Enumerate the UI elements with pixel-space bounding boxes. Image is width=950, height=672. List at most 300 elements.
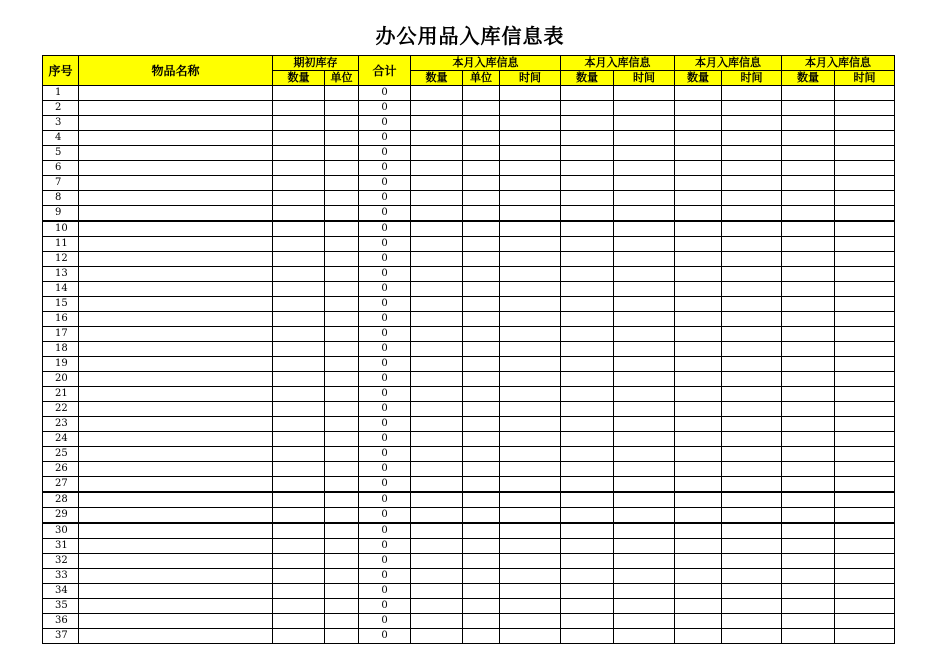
cell-value[interactable] [273, 523, 325, 539]
cell-value[interactable] [411, 176, 463, 191]
cell-value[interactable] [614, 237, 675, 252]
cell-value[interactable] [273, 357, 325, 372]
cell-value[interactable] [561, 252, 614, 267]
cell-value[interactable] [325, 372, 359, 387]
cell-value[interactable] [411, 342, 463, 357]
cell-value[interactable] [411, 282, 463, 297]
cell-item-name[interactable] [79, 237, 273, 252]
cell-value[interactable] [500, 312, 561, 327]
cell-value[interactable] [722, 447, 782, 462]
cell-value[interactable] [782, 629, 835, 644]
cell-value[interactable] [561, 417, 614, 432]
cell-value[interactable] [561, 584, 614, 599]
cell-value[interactable] [675, 237, 722, 252]
cell-value[interactable] [675, 477, 722, 493]
cell-item-name[interactable] [79, 116, 273, 131]
cell-value[interactable] [675, 101, 722, 116]
cell-value[interactable] [463, 508, 500, 524]
cell-value[interactable] [722, 584, 782, 599]
cell-value[interactable] [273, 131, 325, 146]
cell-value[interactable] [675, 206, 722, 222]
cell-value[interactable] [561, 523, 614, 539]
cell-value[interactable] [835, 357, 895, 372]
cell-value[interactable] [675, 492, 722, 508]
cell-value[interactable] [614, 432, 675, 447]
cell-value[interactable] [561, 282, 614, 297]
cell-value[interactable] [614, 191, 675, 206]
cell-value[interactable] [463, 372, 500, 387]
cell-value[interactable] [675, 161, 722, 176]
cell-value[interactable] [500, 569, 561, 584]
cell-value[interactable] [273, 554, 325, 569]
cell-value[interactable] [835, 101, 895, 116]
cell-value[interactable] [325, 282, 359, 297]
cell-value[interactable] [463, 282, 500, 297]
cell-value[interactable] [675, 267, 722, 282]
cell-value[interactable] [411, 554, 463, 569]
cell-value[interactable] [614, 477, 675, 493]
cell-value[interactable] [561, 297, 614, 312]
cell-value[interactable] [675, 221, 722, 237]
cell-value[interactable] [835, 492, 895, 508]
cell-value[interactable] [500, 629, 561, 644]
cell-value[interactable] [411, 146, 463, 161]
cell-value[interactable] [561, 387, 614, 402]
cell-value[interactable] [614, 101, 675, 116]
cell-value[interactable] [500, 462, 561, 477]
cell-value[interactable] [561, 237, 614, 252]
cell-value[interactable] [273, 387, 325, 402]
cell-value[interactable] [500, 297, 561, 312]
cell-value[interactable] [463, 462, 500, 477]
cell-value[interactable] [561, 357, 614, 372]
cell-value[interactable] [500, 523, 561, 539]
cell-value[interactable] [463, 569, 500, 584]
cell-item-name[interactable] [79, 614, 273, 629]
cell-value[interactable] [675, 176, 722, 191]
cell-value[interactable] [411, 629, 463, 644]
cell-item-name[interactable] [79, 492, 273, 508]
cell-value[interactable] [500, 508, 561, 524]
cell-value[interactable] [325, 523, 359, 539]
cell-value[interactable] [675, 508, 722, 524]
cell-value[interactable] [782, 282, 835, 297]
cell-value[interactable] [463, 146, 500, 161]
cell-value[interactable] [722, 86, 782, 101]
cell-value[interactable] [614, 539, 675, 554]
cell-value[interactable] [411, 599, 463, 614]
cell-value[interactable] [835, 282, 895, 297]
cell-value[interactable] [325, 447, 359, 462]
cell-value[interactable] [722, 387, 782, 402]
cell-value[interactable] [614, 282, 675, 297]
cell-value[interactable] [835, 614, 895, 629]
cell-value[interactable] [561, 614, 614, 629]
cell-value[interactable] [782, 387, 835, 402]
cell-value[interactable] [675, 614, 722, 629]
cell-value[interactable] [273, 206, 325, 222]
cell-value[interactable] [273, 327, 325, 342]
cell-value[interactable] [722, 252, 782, 267]
cell-value[interactable] [561, 342, 614, 357]
cell-value[interactable] [500, 131, 561, 146]
cell-item-name[interactable] [79, 508, 273, 524]
cell-value[interactable] [614, 508, 675, 524]
cell-value[interactable] [411, 297, 463, 312]
cell-value[interactable] [325, 206, 359, 222]
cell-value[interactable] [273, 146, 325, 161]
cell-value[interactable] [411, 462, 463, 477]
cell-value[interactable] [835, 539, 895, 554]
cell-value[interactable] [273, 297, 325, 312]
cell-value[interactable] [675, 357, 722, 372]
cell-value[interactable] [500, 432, 561, 447]
cell-item-name[interactable] [79, 569, 273, 584]
cell-value[interactable] [273, 101, 325, 116]
cell-value[interactable] [411, 432, 463, 447]
cell-value[interactable] [722, 539, 782, 554]
cell-value[interactable] [463, 131, 500, 146]
cell-item-name[interactable] [79, 101, 273, 116]
cell-value[interactable] [325, 492, 359, 508]
cell-value[interactable] [500, 221, 561, 237]
cell-value[interactable] [835, 629, 895, 644]
cell-value[interactable] [614, 327, 675, 342]
cell-value[interactable] [500, 86, 561, 101]
cell-value[interactable] [273, 569, 325, 584]
cell-value[interactable] [411, 584, 463, 599]
cell-value[interactable] [722, 432, 782, 447]
cell-value[interactable] [614, 599, 675, 614]
cell-value[interactable] [782, 402, 835, 417]
cell-value[interactable] [463, 101, 500, 116]
cell-value[interactable] [463, 614, 500, 629]
cell-value[interactable] [561, 101, 614, 116]
cell-value[interactable] [273, 282, 325, 297]
cell-item-name[interactable] [79, 206, 273, 222]
cell-value[interactable] [675, 447, 722, 462]
cell-value[interactable] [835, 206, 895, 222]
cell-value[interactable] [325, 342, 359, 357]
cell-value[interactable] [614, 252, 675, 267]
cell-value[interactable] [325, 387, 359, 402]
cell-value[interactable] [273, 237, 325, 252]
cell-value[interactable] [782, 599, 835, 614]
cell-value[interactable] [463, 267, 500, 282]
cell-value[interactable] [500, 554, 561, 569]
cell-item-name[interactable] [79, 267, 273, 282]
cell-value[interactable] [835, 599, 895, 614]
cell-value[interactable] [561, 462, 614, 477]
cell-value[interactable] [835, 372, 895, 387]
cell-value[interactable] [325, 402, 359, 417]
cell-value[interactable] [325, 417, 359, 432]
cell-value[interactable] [463, 599, 500, 614]
cell-value[interactable] [411, 86, 463, 101]
cell-value[interactable] [614, 297, 675, 312]
cell-value[interactable] [411, 508, 463, 524]
cell-value[interactable] [614, 267, 675, 282]
cell-item-name[interactable] [79, 176, 273, 191]
cell-item-name[interactable] [79, 86, 273, 101]
cell-value[interactable] [561, 599, 614, 614]
cell-item-name[interactable] [79, 523, 273, 539]
cell-value[interactable] [500, 599, 561, 614]
cell-value[interactable] [561, 629, 614, 644]
cell-value[interactable] [675, 462, 722, 477]
cell-value[interactable] [835, 432, 895, 447]
cell-value[interactable] [722, 267, 782, 282]
cell-value[interactable] [722, 629, 782, 644]
cell-value[interactable] [782, 221, 835, 237]
cell-value[interactable] [675, 387, 722, 402]
cell-value[interactable] [614, 176, 675, 191]
cell-value[interactable] [835, 312, 895, 327]
cell-value[interactable] [675, 569, 722, 584]
cell-value[interactable] [325, 101, 359, 116]
cell-value[interactable] [675, 146, 722, 161]
cell-value[interactable] [561, 327, 614, 342]
cell-value[interactable] [411, 492, 463, 508]
cell-value[interactable] [614, 614, 675, 629]
cell-item-name[interactable] [79, 297, 273, 312]
cell-value[interactable] [835, 462, 895, 477]
cell-value[interactable] [500, 282, 561, 297]
cell-value[interactable] [614, 357, 675, 372]
cell-item-name[interactable] [79, 342, 273, 357]
cell-value[interactable] [782, 237, 835, 252]
cell-value[interactable] [614, 342, 675, 357]
cell-value[interactable] [463, 417, 500, 432]
cell-value[interactable] [782, 191, 835, 206]
cell-value[interactable] [463, 523, 500, 539]
cell-item-name[interactable] [79, 462, 273, 477]
cell-value[interactable] [835, 176, 895, 191]
cell-value[interactable] [782, 492, 835, 508]
cell-value[interactable] [835, 131, 895, 146]
cell-value[interactable] [835, 237, 895, 252]
cell-value[interactable] [325, 297, 359, 312]
cell-value[interactable] [722, 176, 782, 191]
cell-value[interactable] [273, 191, 325, 206]
cell-value[interactable] [273, 221, 325, 237]
cell-value[interactable] [500, 342, 561, 357]
cell-value[interactable] [463, 387, 500, 402]
cell-value[interactable] [325, 237, 359, 252]
cell-value[interactable] [782, 357, 835, 372]
cell-value[interactable] [675, 191, 722, 206]
cell-value[interactable] [411, 387, 463, 402]
cell-value[interactable] [561, 492, 614, 508]
cell-value[interactable] [500, 146, 561, 161]
cell-value[interactable] [273, 252, 325, 267]
cell-value[interactable] [614, 569, 675, 584]
cell-value[interactable] [675, 402, 722, 417]
cell-value[interactable] [500, 614, 561, 629]
cell-value[interactable] [325, 508, 359, 524]
cell-value[interactable] [325, 176, 359, 191]
cell-value[interactable] [722, 237, 782, 252]
cell-value[interactable] [273, 161, 325, 176]
cell-value[interactable] [273, 462, 325, 477]
cell-value[interactable] [411, 447, 463, 462]
cell-value[interactable] [411, 372, 463, 387]
cell-value[interactable] [722, 131, 782, 146]
cell-value[interactable] [411, 402, 463, 417]
cell-value[interactable] [325, 584, 359, 599]
cell-value[interactable] [325, 629, 359, 644]
cell-value[interactable] [500, 101, 561, 116]
cell-value[interactable] [614, 206, 675, 222]
cell-value[interactable] [463, 221, 500, 237]
cell-value[interactable] [325, 86, 359, 101]
cell-value[interactable] [500, 267, 561, 282]
cell-value[interactable] [782, 508, 835, 524]
cell-value[interactable] [722, 312, 782, 327]
cell-value[interactable] [675, 131, 722, 146]
cell-item-name[interactable] [79, 221, 273, 237]
cell-value[interactable] [835, 327, 895, 342]
cell-value[interactable] [782, 523, 835, 539]
cell-value[interactable] [722, 477, 782, 493]
cell-value[interactable] [463, 492, 500, 508]
cell-value[interactable] [463, 357, 500, 372]
cell-value[interactable] [561, 176, 614, 191]
cell-value[interactable] [411, 539, 463, 554]
cell-value[interactable] [463, 86, 500, 101]
cell-value[interactable] [500, 237, 561, 252]
cell-value[interactable] [782, 161, 835, 176]
cell-value[interactable] [325, 252, 359, 267]
cell-value[interactable] [782, 312, 835, 327]
cell-value[interactable] [614, 131, 675, 146]
cell-value[interactable] [325, 161, 359, 176]
cell-value[interactable] [325, 357, 359, 372]
cell-value[interactable] [411, 191, 463, 206]
cell-item-name[interactable] [79, 432, 273, 447]
cell-value[interactable] [722, 221, 782, 237]
cell-value[interactable] [835, 477, 895, 493]
cell-value[interactable] [835, 191, 895, 206]
cell-value[interactable] [325, 599, 359, 614]
cell-value[interactable] [722, 342, 782, 357]
cell-value[interactable] [561, 569, 614, 584]
cell-value[interactable] [500, 387, 561, 402]
cell-value[interactable] [614, 447, 675, 462]
cell-value[interactable] [561, 508, 614, 524]
cell-value[interactable] [835, 161, 895, 176]
cell-value[interactable] [614, 312, 675, 327]
cell-value[interactable] [835, 554, 895, 569]
cell-value[interactable] [722, 327, 782, 342]
cell-value[interactable] [463, 402, 500, 417]
cell-value[interactable] [722, 599, 782, 614]
cell-item-name[interactable] [79, 539, 273, 554]
cell-value[interactable] [835, 417, 895, 432]
cell-item-name[interactable] [79, 554, 273, 569]
cell-value[interactable] [835, 252, 895, 267]
cell-value[interactable] [500, 477, 561, 493]
cell-value[interactable] [500, 176, 561, 191]
cell-value[interactable] [722, 282, 782, 297]
cell-value[interactable] [411, 101, 463, 116]
cell-value[interactable] [614, 116, 675, 131]
cell-item-name[interactable] [79, 282, 273, 297]
cell-value[interactable] [273, 432, 325, 447]
cell-item-name[interactable] [79, 402, 273, 417]
cell-value[interactable] [325, 146, 359, 161]
cell-value[interactable] [325, 539, 359, 554]
cell-item-name[interactable] [79, 477, 273, 493]
cell-value[interactable] [463, 432, 500, 447]
cell-item-name[interactable] [79, 629, 273, 644]
cell-item-name[interactable] [79, 417, 273, 432]
cell-value[interactable] [614, 523, 675, 539]
cell-value[interactable] [411, 569, 463, 584]
cell-value[interactable] [835, 387, 895, 402]
cell-value[interactable] [561, 402, 614, 417]
cell-item-name[interactable] [79, 584, 273, 599]
cell-value[interactable] [463, 116, 500, 131]
cell-value[interactable] [722, 357, 782, 372]
cell-value[interactable] [411, 237, 463, 252]
cell-item-name[interactable] [79, 161, 273, 176]
cell-value[interactable] [411, 206, 463, 222]
cell-value[interactable] [561, 372, 614, 387]
cell-value[interactable] [273, 477, 325, 493]
cell-value[interactable] [782, 116, 835, 131]
cell-value[interactable] [722, 402, 782, 417]
cell-value[interactable] [835, 297, 895, 312]
cell-value[interactable] [500, 584, 561, 599]
cell-value[interactable] [614, 492, 675, 508]
cell-value[interactable] [782, 539, 835, 554]
cell-value[interactable] [722, 508, 782, 524]
cell-value[interactable] [561, 131, 614, 146]
cell-value[interactable] [325, 327, 359, 342]
cell-value[interactable] [561, 161, 614, 176]
cell-value[interactable] [782, 372, 835, 387]
cell-value[interactable] [675, 554, 722, 569]
cell-value[interactable] [614, 554, 675, 569]
cell-value[interactable] [325, 221, 359, 237]
cell-value[interactable] [463, 554, 500, 569]
cell-value[interactable] [561, 191, 614, 206]
cell-value[interactable] [273, 417, 325, 432]
cell-value[interactable] [675, 342, 722, 357]
cell-value[interactable] [500, 357, 561, 372]
cell-value[interactable] [675, 282, 722, 297]
cell-value[interactable] [273, 176, 325, 191]
cell-value[interactable] [782, 447, 835, 462]
cell-value[interactable] [561, 539, 614, 554]
cell-value[interactable] [411, 312, 463, 327]
cell-value[interactable] [614, 417, 675, 432]
cell-value[interactable] [614, 462, 675, 477]
cell-value[interactable] [782, 554, 835, 569]
cell-value[interactable] [411, 327, 463, 342]
cell-value[interactable] [835, 267, 895, 282]
cell-value[interactable] [835, 146, 895, 161]
cell-value[interactable] [273, 539, 325, 554]
cell-value[interactable] [325, 191, 359, 206]
cell-value[interactable] [561, 432, 614, 447]
cell-item-name[interactable] [79, 191, 273, 206]
cell-value[interactable] [561, 447, 614, 462]
cell-value[interactable] [273, 629, 325, 644]
cell-value[interactable] [614, 161, 675, 176]
cell-value[interactable] [722, 417, 782, 432]
